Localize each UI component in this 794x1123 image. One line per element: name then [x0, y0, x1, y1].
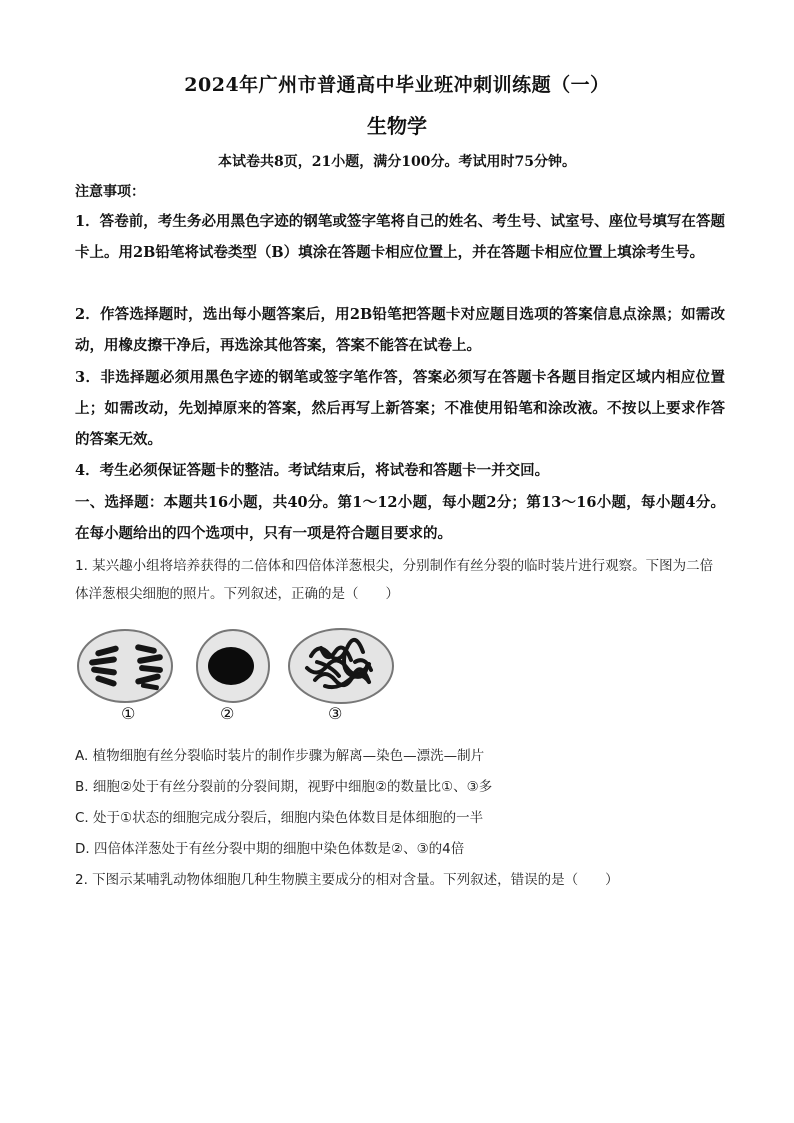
cell-2-image [197, 630, 269, 702]
section-one-heading: 一、选择题：本题共16小题，共40分。第1～12小题，每小题2分；第13～16小题，每小题4分。在每小题给出的四个选项中，只有一项是符合题目要求的。 [75, 494, 725, 542]
option-d: D. 四倍体洋葱处于有丝分裂中期的细胞中染色体数是②、③的4倍 [75, 841, 465, 857]
option-c: C. 处于①状态的细胞完成分裂后，细胞内染色体数目是体细胞的一半 [75, 810, 484, 826]
note-3: 3．非选择题必须用黑色字迹的钢笔或签字笔作答，答案必须写在答题卡各题目指定区域内相应位置上；如需改动，先划掉原来的答案，然后再写上新答案；不准使用铅笔和涂改液。不按以上要求作答的答案无效。 [75, 369, 725, 448]
option-a: A. 植物细胞有丝分裂临时装片的制作步骤为解离—染色—漂洗—制片 [75, 748, 485, 764]
cell-3-image [289, 629, 393, 703]
figure-label-1: ① [121, 704, 136, 723]
question-2-stem: 2. 下图示某哺乳动物体细胞几种生物膜主要成分的相对含量。下列叙述，错误的是（ ） [75, 872, 619, 888]
cell-1-image [78, 630, 172, 702]
question-1-stem: 1. 某兴趣小组将培养获得的二倍体和四倍体洋葱根尖，分别制作有丝分裂的临时装片进行观察。下图为二倍体洋葱根尖细胞的照片。下列叙述，正确的是（ ） [75, 558, 714, 602]
figure-label-3: ③ [328, 704, 343, 723]
subject-title: 生物学 [367, 114, 427, 138]
exam-title: 2024年广州市普通高中毕业班冲刺训练题（一） [184, 74, 610, 96]
option-b: B. 细胞②处于有丝分裂前的分裂间期，视野中细胞②的数量比①、③多 [75, 779, 493, 795]
exam-info: 本试卷共8页，21小题，满分100分。考试用时75分钟。 [218, 154, 576, 170]
note-4: 4．考生必须保证答题卡的整洁。考试结束后，将试卷和答题卡一并交回。 [75, 462, 550, 479]
cell-photos [75, 626, 405, 706]
figure-label-2: ② [220, 704, 235, 723]
note-2: 2．作答选择题时，选出每小题答案后，用2B铅笔把答题卡对应题目选项的答案信息点涂黑；如需改动，用橡皮擦干净后，再选涂其他答案，答案不能答在试卷上。 [75, 306, 725, 354]
notes-heading: 注意事项： [75, 184, 145, 200]
note-1: 1．答卷前，考生务必用黑色字迹的钢笔或签字笔将自己的姓名、考生号、试室号、座位号填写在答题卡上。用2B铅笔将试卷类型（B）填涂在答题卡相应位置上，并在答题卡相应位置上填涂考生号。 [75, 213, 725, 261]
